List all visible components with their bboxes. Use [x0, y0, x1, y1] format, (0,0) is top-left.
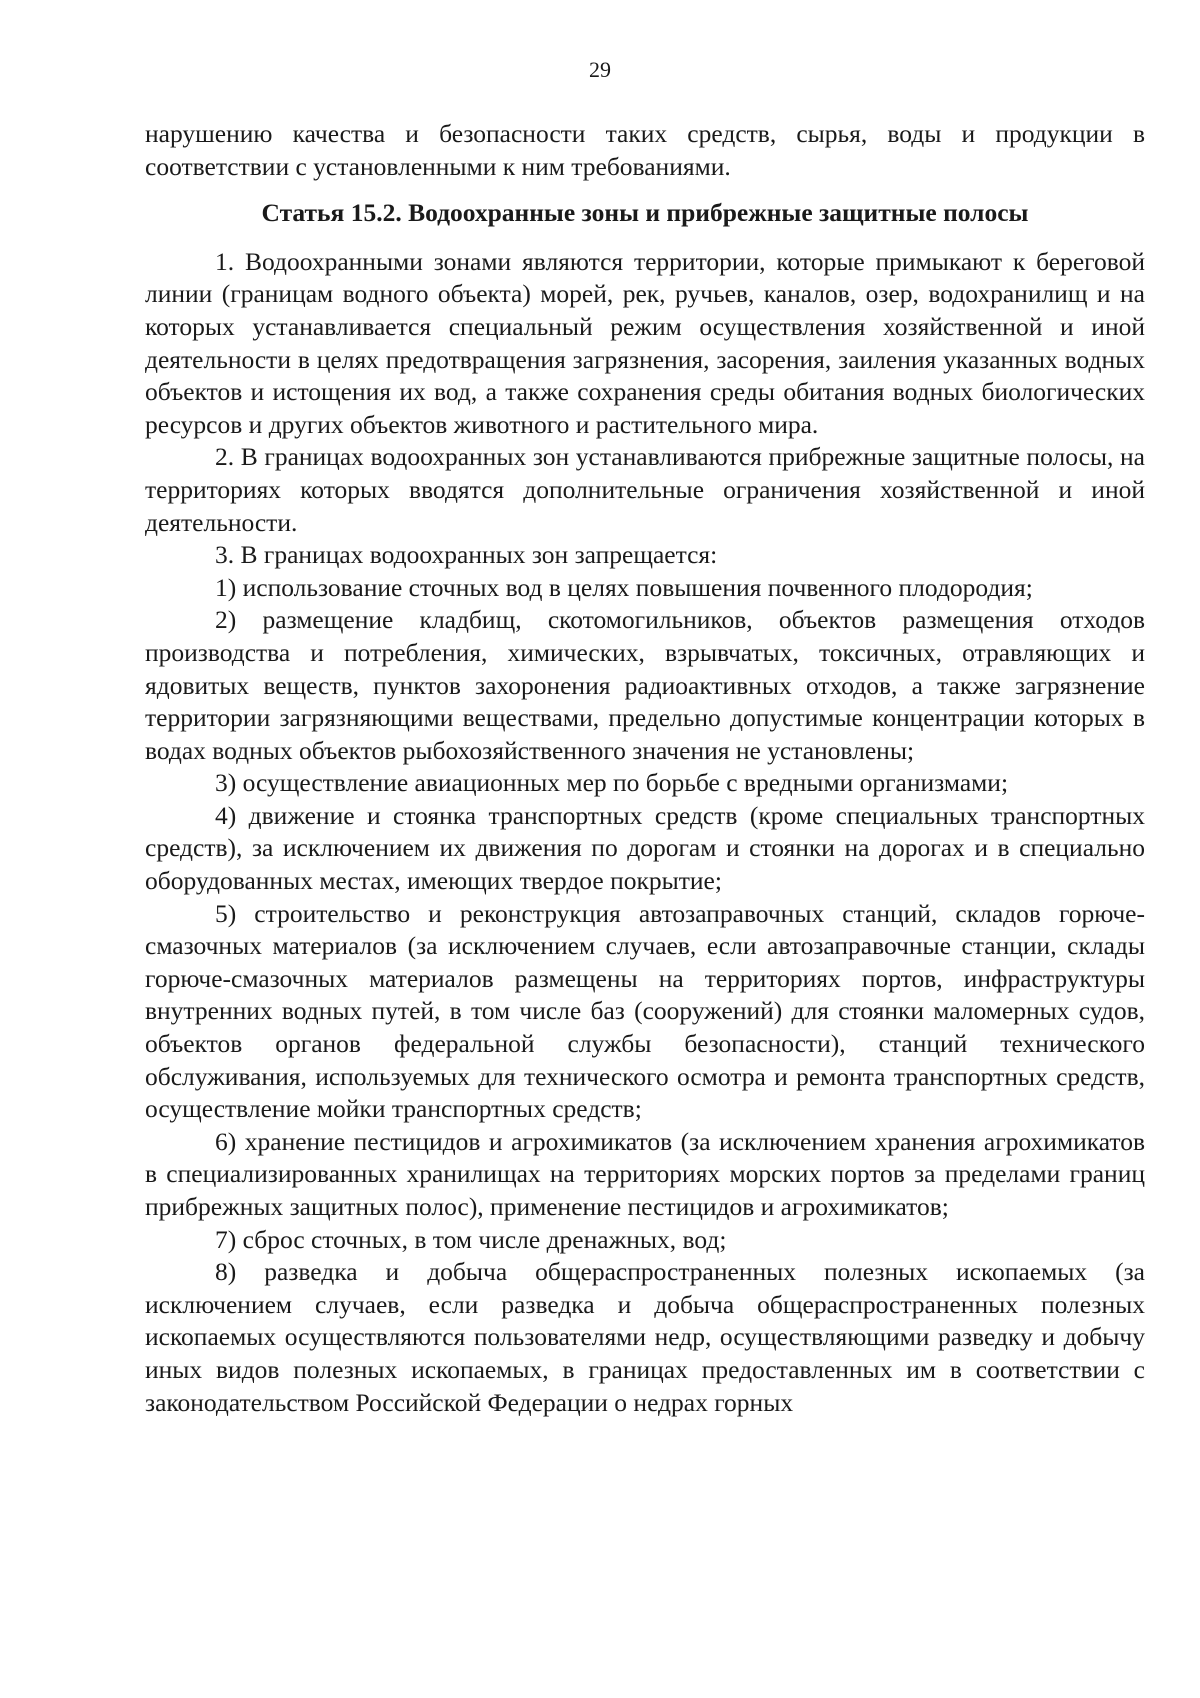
list-item-2: 2) размещение кладбищ, скотомогильников, объектов размещения отходов производства и потребления, химических, взрывчатых, токсичных, отравляющих и ядовитых веществ, пунктов захоронения радиоактивных отходов, а также загрязнение территории загрязняющими веществами, предельно допустимые концентрации которых в водах водных объектов рыбохозяйственного значения не установлены;	[145, 605, 1145, 765]
list-item-4: 4) движение и стоянка транспортных средств (кроме специальных транспортных средств), за исключением их движения по дорогам и стоянки на дорогах и в специально оборудованных местах, имеющих твердое покрытие;	[145, 800, 1145, 896]
page-number: 29	[589, 57, 611, 82]
list-item-1: 1) использование сточных вод в целях повышения почвенного плодородия;	[215, 572, 1033, 602]
list-item-6: 6) хранение пестицидов и агрохимикатов (за исключением хранения агрохимикатов в специализированных хранилищах на территориях морских портов за пределами границ прибрежных защитных полос), применение пестицидов и агрохимикатов;	[145, 1126, 1145, 1221]
paragraph-item-2: 2. В границах водоохранных зон устанавливаются прибрежные защитные полосы, на территориях которых вводятся дополнительные ограничения хозяйственной и иной деятельности.	[145, 442, 1145, 537]
document-body	[145, 118, 1145, 1419]
article-title: Статья 15.2. Водоохранные зоны и прибрежные защитные полосы	[261, 198, 1029, 228]
list-item-5: 5) строительство и реконструкция автозаправочных станций, складов горюче-смазочных материалов (за исключением случаев, если автозаправочные станции, склады горюче-смазочных материалов размещены на территориях портов, инфраструктуры внутренних водных путей, в том числе баз (сооружений) для стоянки маломерных судов, объектов органов федеральной службы безопасности), станций технического обслуживания, используемых для технического осмотра и ремонта транспортных средств, осуществление мойки транспортных средств;	[145, 898, 1145, 1124]
paragraph-item-3: 3. В границах водоохранных зон запрещается:	[215, 540, 718, 570]
paragraph-continuation: нарушению качества и безопасности таких средств, сырья, воды и продукции в соответствии с установленными к ним требованиями.	[145, 119, 1145, 181]
list-item-7: 7) сброс сточных, в том числе дренажных, вод;	[215, 1224, 727, 1254]
list-item-8: 8) разведка и добыча общераспространенных полезных ископаемых (за исключением случаев, если разведка и добыча общераспространенных полезных ископаемых осуществляются пользователями недр, осуществляющими разведку и добычу иных видов полезных ископаемых, в границах предоставленных им в соответствии с законодательством Российской Федерации о недрах горных	[145, 1257, 1145, 1417]
list-item-3: 3) осуществление авиационных мер по борьбе с вредными организмами;	[215, 768, 1009, 798]
paragraph-item-1: 1. Водоохранными зонами являются территории, которые примыкают к береговой линии (границам водного объекта) морей, рек, ручьев, каналов, озер, водохранилищ и на которых устанавливается специальный режим осуществления хозяйственной и иной деятельности в целях предотвращения загрязнения, засорения, заиления указанных водных объектов и истощения их вод, а также сохранения среды обитания водных биологических ресурсов и других объектов животного и растительного мира.	[145, 246, 1145, 439]
